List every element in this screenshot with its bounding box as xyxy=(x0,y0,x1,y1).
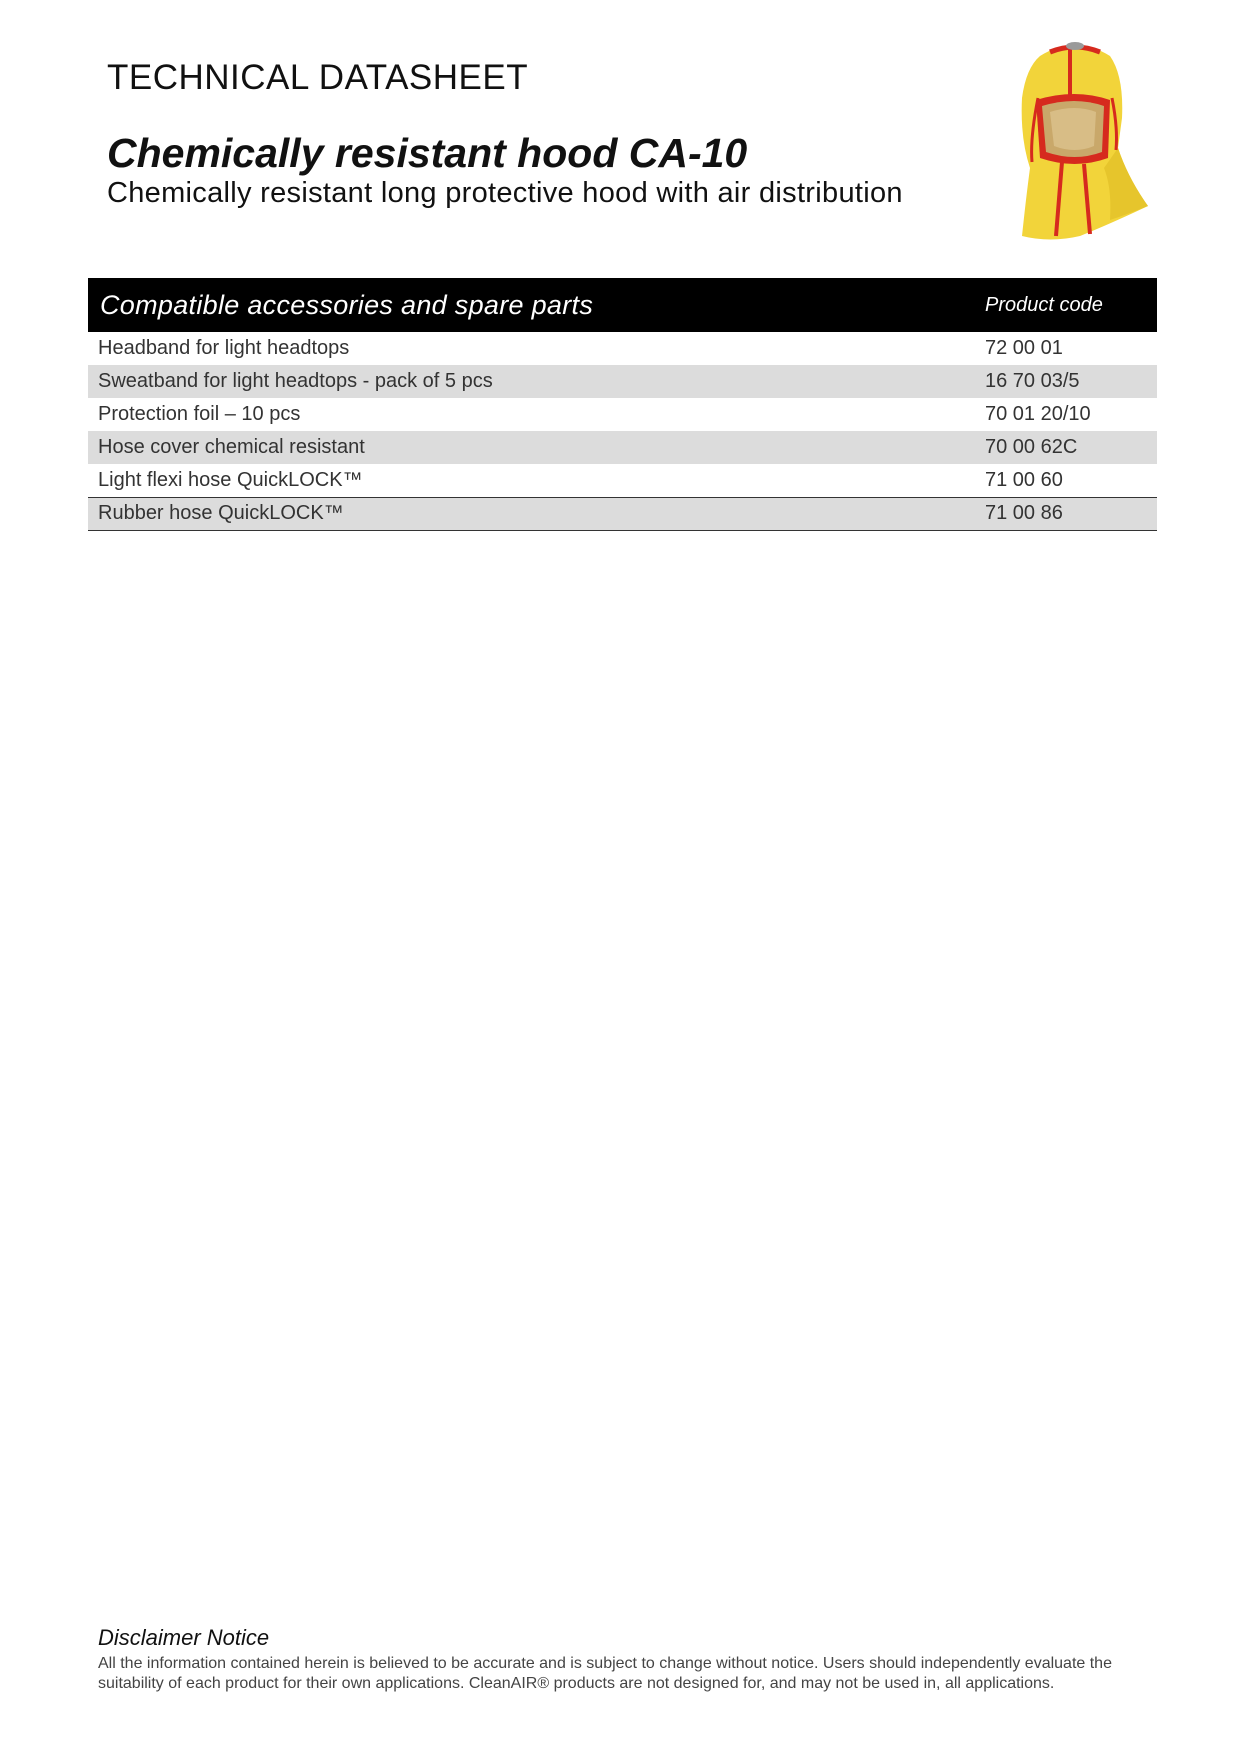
part-code: 16 70 03/5 xyxy=(985,370,1080,392)
part-code: 71 00 60 xyxy=(985,468,1063,491)
document-label: TECHNICAL DATASHEET xyxy=(107,58,529,97)
table-header-row xyxy=(88,278,1157,332)
part-name: Rubber hose QuickLOCK™ xyxy=(88,497,985,530)
table-row xyxy=(88,464,1157,497)
part-code: 70 00 62C xyxy=(985,436,1078,458)
part-name: Sweatband for light headtops - pack of 5 pcs xyxy=(98,370,493,392)
protective-hood-image xyxy=(1000,38,1150,243)
disclaimer-title: Disclaimer Notice xyxy=(98,1625,270,1650)
part-code: 71 00 86 xyxy=(985,497,1157,530)
part-name: Light flexi hose QuickLOCK™ xyxy=(98,468,363,491)
table-row xyxy=(88,398,1157,431)
part-name: Headband for light headtops xyxy=(98,337,350,359)
part-name: Protection foil – 10 pcs xyxy=(98,403,301,425)
product-subtitle: Chemically resistant long protective hood with air distribution xyxy=(107,177,903,209)
accessories-table xyxy=(88,278,1157,531)
product-title: Chemically resistant hood CA-10 xyxy=(107,130,748,176)
table-row xyxy=(88,497,1157,530)
table-row xyxy=(88,365,1157,398)
part-code: 70 01 20/10 xyxy=(985,403,1091,425)
part-code: 72 00 01 xyxy=(985,337,1063,359)
table-row xyxy=(88,332,1157,365)
disclaimer-text: All the information contained herein is believed to be accurate and is subject to change without notice. Users should independently evaluate the suitability of each product for their own applications. CleanAIR® products are not designed for, and may not be used in, all applications. xyxy=(98,1655,1112,1692)
header-product-code: Product code xyxy=(985,293,1103,316)
table-row xyxy=(88,431,1157,464)
part-name: Hose cover chemical resistant xyxy=(98,436,365,458)
header-accessories: Compatible accessories and spare parts xyxy=(100,289,594,320)
